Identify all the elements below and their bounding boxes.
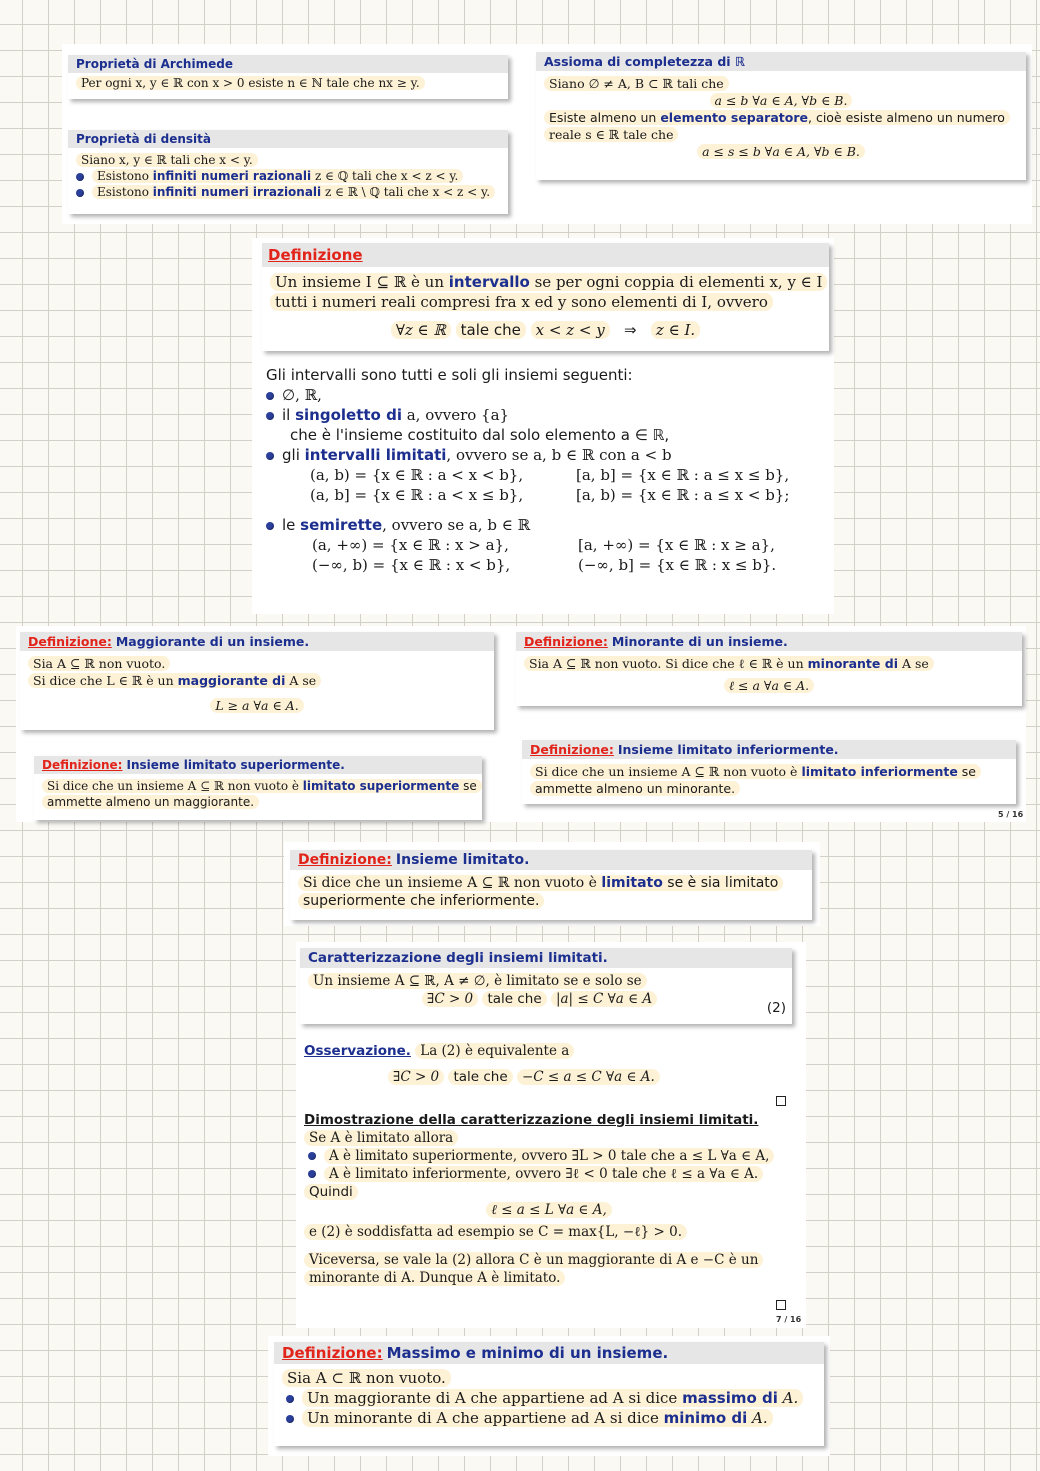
definition-label: Definizione bbox=[268, 246, 363, 264]
box-limitato-inf bbox=[522, 740, 1016, 804]
equation: L ≥ a ∀a ∈ A. bbox=[210, 698, 303, 713]
text-massimo-label: Definizione: bbox=[282, 1344, 383, 1362]
box-completezza bbox=[536, 52, 1026, 180]
dimostrazione bbox=[304, 1110, 794, 1288]
text-intervallo-line1-pre: Un insieme I ⊆ ℝ è un bbox=[275, 273, 449, 291]
text-dimostrazione-title: Dimostrazione della caratterizzazione degli insiemi limitati. bbox=[304, 1112, 759, 1128]
text-dimostrazione-b1: A è limitato superiormente, ovvero ∃L > 0 tale che a ≤ L ∀a ∈ A, bbox=[324, 1148, 774, 1164]
text-intervalli-lim1a: (a, b) = {x ∈ ℝ : a < x < b}, bbox=[310, 466, 524, 484]
text-caratt-line1: Un insieme A ⊆ ℝ, A ≠ ∅, è limitato se e solo se bbox=[308, 973, 647, 989]
text-intervalli-b2-bold: singoletto di bbox=[295, 406, 402, 424]
text-intervalli-b1: ∅, ℝ, bbox=[282, 386, 322, 404]
text-lim-inf-line1-post: se bbox=[957, 764, 976, 779]
text-maggiorante-line2-post: A se bbox=[285, 673, 317, 688]
text-osservazione-eq-b: tale che bbox=[448, 1069, 512, 1085]
text-minorante-line1-bold: minorante di bbox=[807, 656, 898, 671]
text-completezza-line2-post: , cioè esiste almeno un numero bbox=[808, 110, 1005, 125]
text-lim-sup-title: Insieme limitato superiormente. bbox=[126, 758, 345, 772]
list-item bbox=[282, 1409, 816, 1427]
list-item bbox=[304, 1148, 794, 1164]
text-intervalli-b2-pre: il bbox=[282, 406, 296, 424]
text-completezza-line1: Siano ∅ ≠ A, B ⊂ ℝ tali che bbox=[544, 76, 729, 91]
text-intervalli-lim2a: (a, b] = {x ∈ ℝ : a < x ≤ b}, bbox=[310, 486, 524, 504]
text-intervalli-semi2a: (−∞, b) = {x ∈ ℝ : x < b}, bbox=[312, 556, 511, 574]
text-maggiorante-label: Definizione: bbox=[28, 634, 112, 649]
list-item bbox=[266, 386, 826, 404]
bullet-icon bbox=[308, 1170, 316, 1178]
text-intervalli-intro: Gli intervalli sono tutti e soli gli insiemi seguenti: bbox=[266, 366, 633, 384]
text-caratt-eq-a: ∃C > 0 bbox=[422, 991, 478, 1007]
text-lim-inf-title: Insieme limitato inferiormente. bbox=[617, 742, 839, 757]
text-intervalli-b3-bold: intervalli limitati bbox=[304, 446, 447, 464]
text-maggiorante-title: Maggiorante di un insieme. bbox=[115, 634, 310, 649]
text-limitato-line1-pre: Si dice che un insieme A ⊆ ℝ non vuoto è bbox=[303, 875, 602, 891]
equation: ℓ ≤ a ∀a ∈ A. bbox=[724, 678, 814, 693]
text-limitato-line1-post: se è sia limitato bbox=[662, 875, 779, 891]
qed-icon bbox=[776, 1096, 786, 1106]
text-minorante-title: Minorante di un insieme. bbox=[611, 634, 788, 649]
equation: ℓ ≤ a ≤ L ∀a ∈ A, bbox=[486, 1202, 612, 1218]
text-intervalli-semi1b: [a, +∞) = {x ∈ ℝ : x ≥ a}, bbox=[578, 536, 775, 554]
text-limitato-line2: superiormente che inferiormente. bbox=[298, 893, 544, 909]
text-intervallo-line1-bold: intervallo bbox=[448, 273, 530, 291]
qed-icon bbox=[776, 1300, 786, 1310]
text-intervallo-eq-d: ⇒ bbox=[624, 321, 637, 339]
text-lim-sup-line1-pre: Si dice che un insieme A ⊆ ℝ non vuoto è bbox=[47, 779, 303, 793]
bullet-icon bbox=[286, 1415, 294, 1423]
list-item bbox=[76, 169, 500, 183]
box-massimo bbox=[274, 1342, 824, 1446]
text-massimo-b2-post: A. bbox=[747, 1409, 768, 1427]
archimede-text: Per ogni x, y ∈ ℝ con x > 0 esiste n ∈ ℕ tale che nx ≥ y. bbox=[76, 76, 425, 90]
text-massimo-b1-post: A. bbox=[777, 1389, 799, 1407]
text-caratt-title: Caratterizzazione degli insiemi limitati. bbox=[300, 948, 792, 968]
text-intervallo-eq-b: tale che bbox=[456, 321, 526, 339]
text-intervalli-b4-bold: semirette bbox=[300, 516, 383, 534]
text-maggiorante-line1: Sia A ⊆ ℝ non vuoto. bbox=[28, 656, 170, 671]
text-minorante-line1-post: A se bbox=[897, 656, 929, 671]
text-densita-items-1-bold: infiniti numeri irrazionali bbox=[152, 185, 322, 199]
text-densita-items-1-pre: Esistono bbox=[97, 185, 153, 199]
text-intervalli-b2-line2: che è l'insieme costituito dal solo elemento a ∈ ℝ, bbox=[290, 426, 670, 444]
text-massimo-b1-bold: massimo di bbox=[682, 1389, 778, 1407]
text-lim-inf-line1-bold: limitato inferiormente bbox=[801, 764, 958, 779]
box-minorante bbox=[516, 632, 1022, 706]
text-intervallo-eq-a: ∀z ∈ ℝ bbox=[391, 321, 451, 339]
text-lim-inf-label: Definizione: bbox=[530, 742, 614, 757]
text-caratt-eq-b: tale che bbox=[482, 991, 546, 1007]
bullet-icon bbox=[76, 173, 84, 181]
bullet-icon bbox=[266, 522, 274, 530]
densita-intro: Siano x, y ∈ ℝ tali che x < y. bbox=[76, 153, 258, 167]
bullet-icon bbox=[286, 1395, 294, 1403]
list-item bbox=[76, 185, 500, 199]
text-intervallo-line1-post: se per ogni coppia di elementi x, y ∈ I bbox=[529, 273, 823, 291]
text-lim-inf-line1-pre: Si dice che un insieme A ⊆ ℝ non vuoto è bbox=[535, 764, 802, 779]
box-limitato-sup bbox=[34, 756, 482, 820]
text-minorante-label: Definizione: bbox=[524, 634, 608, 649]
text-intervalli-b3-post: , ovvero se a, b ∈ ℝ con a < b bbox=[446, 446, 672, 464]
text-osservazione-eq-a: ∃C > 0 bbox=[388, 1069, 444, 1085]
box-def-intervallo bbox=[262, 243, 829, 351]
equation: a ≤ b ∀a ∈ A, ∀b ∈ B. bbox=[710, 93, 853, 108]
text-intervalli-b3-pre: gli bbox=[282, 446, 305, 464]
text-massimo-b2-bold: minimo di bbox=[663, 1409, 748, 1427]
equation-number: (2) bbox=[766, 1000, 786, 1016]
text-limitato-line1-bold: limitato bbox=[601, 875, 663, 891]
text-maggiorante-line2-pre: Si dice che L ∈ ℝ è un bbox=[33, 673, 178, 688]
box-maggiorante bbox=[20, 632, 494, 730]
text-intervallo-eq-c: x < z < y bbox=[531, 321, 610, 339]
text-dimostrazione-l2: Quindi bbox=[304, 1184, 358, 1200]
text-osservazione-label: Osservazione. bbox=[304, 1043, 411, 1059]
text-osservazione-eq-c: −C ≤ a ≤ C ∀a ∈ A. bbox=[517, 1069, 660, 1085]
list-item bbox=[266, 516, 826, 534]
intervalli-list bbox=[266, 364, 826, 576]
box-limitato bbox=[290, 850, 812, 920]
text-dimostrazione-l5: minorante di A. Dunque A è limitato. bbox=[304, 1270, 565, 1286]
text-completezza-line2-bold: elemento separatore bbox=[660, 110, 808, 125]
box-title: Proprietà di densità bbox=[68, 130, 508, 148]
box-densita bbox=[68, 130, 508, 214]
bullet-icon bbox=[76, 189, 84, 197]
list-item bbox=[266, 446, 826, 464]
bullet-icon bbox=[266, 392, 274, 400]
text-lim-sup-line2: ammette almeno un maggiorante. bbox=[42, 795, 259, 809]
page-number: 5 / 16 bbox=[998, 810, 1024, 819]
text-densita-items-0-pre: Esistono bbox=[97, 169, 153, 183]
box-title: Proprietà di Archimede bbox=[68, 55, 508, 73]
text-intervalli-semi1a: (a, +∞) = {x ∈ ℝ : x > a}, bbox=[312, 536, 509, 554]
text-massimo-title: Massimo e minimo di un insieme. bbox=[386, 1344, 669, 1362]
text-dimostrazione-l3: e (2) è soddisfatta ad esempio se C = max{L, −ℓ} > 0. bbox=[304, 1224, 687, 1240]
equation: a ≤ s ≤ b ∀a ∈ A, ∀b ∈ B. bbox=[697, 144, 865, 159]
text-intervallo-line2: tutti i numeri reali compresi fra x ed y sono elementi di I, ovvero bbox=[270, 293, 773, 311]
text-limitato-title: Insieme limitato. bbox=[395, 852, 530, 868]
text-lim-sup-label: Definizione: bbox=[42, 758, 123, 772]
text-completezza-line2-pre: Esiste almeno un bbox=[549, 110, 661, 125]
bullet-icon bbox=[308, 1152, 316, 1160]
text-dimostrazione-l4: Viceversa, se vale la (2) allora C è un maggiorante di A e −C è un bbox=[304, 1252, 763, 1268]
text-intervallo-eq-e: z ∈ I. bbox=[651, 321, 700, 339]
text-intervalli-b4-post: , ovvero se a, b ∈ ℝ bbox=[382, 516, 531, 534]
text-completezza-line3: reale s ∈ ℝ tale che bbox=[544, 127, 678, 142]
text-massimo-b2-pre: Un minorante di A che appartiene ad A si dice bbox=[307, 1409, 664, 1427]
list-item bbox=[266, 406, 826, 424]
text-intervalli-lim1b: [a, b] = {x ∈ ℝ : a ≤ x ≤ b}, bbox=[576, 466, 790, 484]
box-archimede bbox=[68, 55, 508, 99]
text-caratt-eq-c: |a| ≤ C ∀a ∈ A bbox=[551, 991, 657, 1007]
list-item bbox=[282, 1389, 816, 1407]
box-caratterizzazione bbox=[300, 948, 792, 1024]
osservazione bbox=[304, 1041, 794, 1087]
bullet-icon bbox=[266, 452, 274, 460]
text-minorante-line1-pre: Sia A ⊆ ℝ non vuoto. Si dice che ℓ ∈ ℝ è un bbox=[529, 656, 808, 671]
text-lim-sup-line1-post: se bbox=[459, 779, 477, 793]
text-densita-items-0-bold: infiniti numeri razionali bbox=[152, 169, 312, 183]
text-massimo-b1-pre: Un maggiorante di A che appartiene ad A si dice bbox=[307, 1389, 683, 1407]
box-title: Assioma di completezza di ℝ bbox=[536, 52, 1026, 71]
text-dimostrazione-b2: A è limitato inferiormente, ovvero ∃ℓ < 0 tale che ℓ ≤ a ∀a ∈ A. bbox=[324, 1166, 763, 1182]
text-massimo-line1: Sia A ⊂ ℝ non vuoto. bbox=[282, 1369, 451, 1387]
text-intervalli-lim2b: [a, b) = {x ∈ ℝ : a ≤ x < b}; bbox=[576, 486, 790, 504]
list-item bbox=[304, 1166, 794, 1182]
bullet-icon bbox=[266, 412, 274, 420]
page-number: 7 / 16 bbox=[776, 1315, 802, 1324]
text-dimostrazione-l1: Se A è limitato allora bbox=[304, 1130, 458, 1146]
text-maggiorante-line2-bold: maggiorante di bbox=[177, 673, 286, 688]
text-densita-items-1-post: z ∈ ℝ \ ℚ tali che x < z < y. bbox=[321, 185, 491, 199]
text-lim-sup-line1-bold: limitato superiormente bbox=[302, 779, 460, 793]
text-limitato-label: Definizione: bbox=[298, 852, 392, 868]
text-intervalli-semi2b: (−∞, b] = {x ∈ ℝ : x ≤ b}. bbox=[578, 556, 777, 574]
text-intervalli-b2-post: a, ovvero {a} bbox=[401, 406, 510, 424]
text-osservazione-text: La (2) è equivalente a bbox=[415, 1043, 574, 1059]
text-intervalli-b4-pre: le bbox=[282, 516, 301, 534]
text-lim-inf-line2: ammette almeno un minorante. bbox=[530, 781, 740, 796]
text-densita-items-0-post: z ∈ ℚ tali che x < z < y. bbox=[311, 169, 459, 183]
